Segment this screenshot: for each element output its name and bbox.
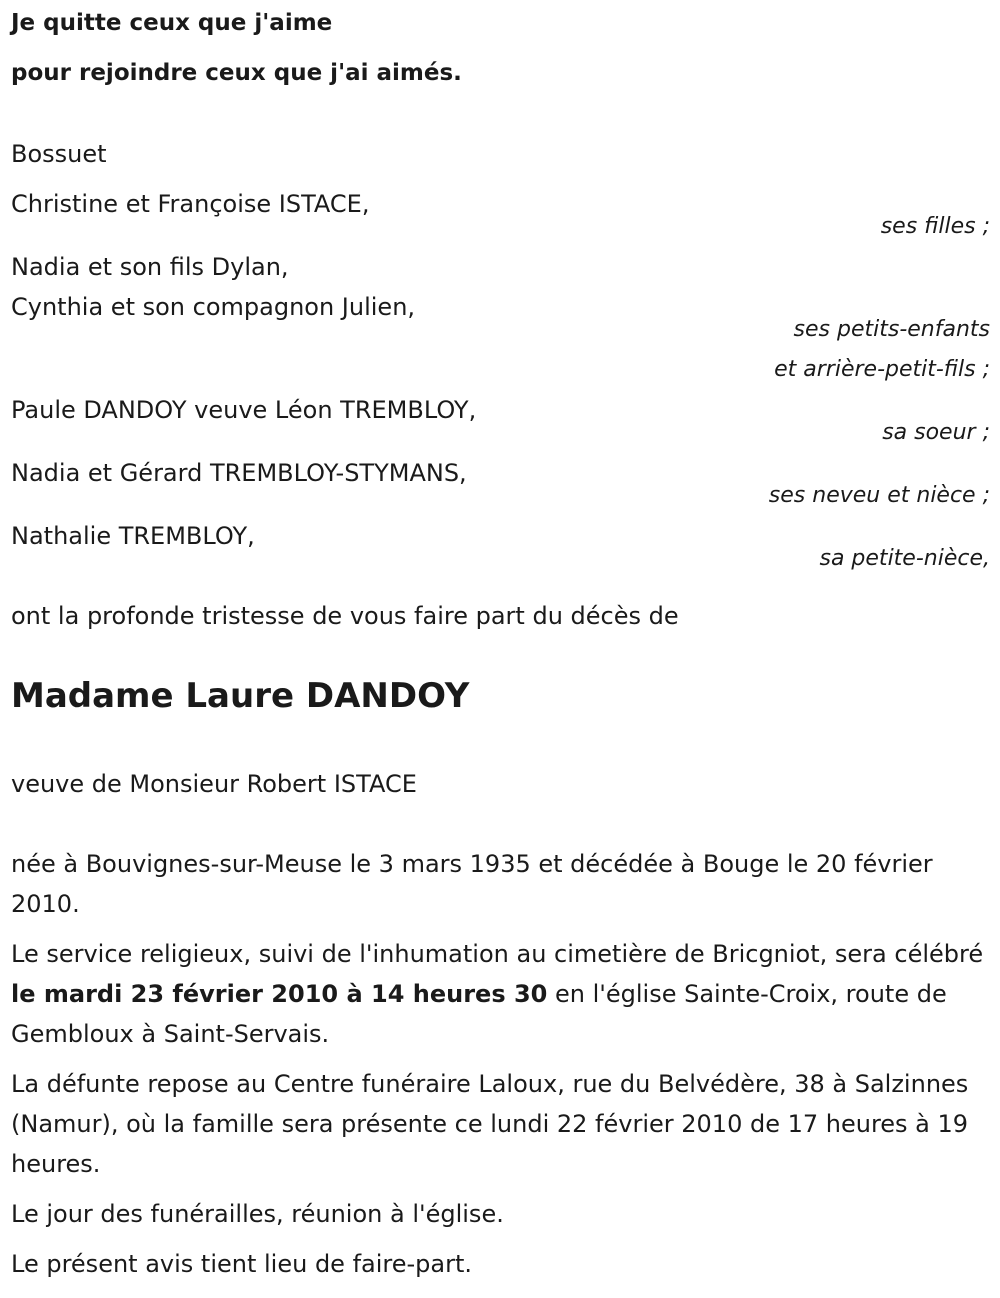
announcement: ont la profonde tristesse de vous faire part du décès de [11,602,679,630]
epigraph-attribution: Bossuet [11,140,107,168]
service-text: en l'église Sainte-Croix, route de Gembloux à Saint-Servais. [11,980,947,1048]
notice: Le présent avis tient lieu de faire-part. [11,1250,473,1278]
repose-info: La défunte repose au Centre funéraire Laloux, rue du Belvédère, 38 à Salzinnes (Namur), où la famille sera présente ce lundi 22 février 2010 de 17 heures à 19 heures. [11,1070,969,1178]
family-relation: et arrière-petit-fils ; [774,357,990,382]
meeting-info: Le jour des funérailles, réunion à l'église. [11,1200,504,1228]
family-relation: ses filles ; [880,214,990,239]
birth-death: née à Bouvignes-sur-Meuse le 3 mars 1935 et décédée à Bouge le 20 février 2010. [11,850,933,918]
family-names: Christine et Françoise ISTACE, [11,190,370,218]
widow-of: veuve de Monsieur Robert ISTACE [11,770,417,798]
epigraph-line-2: pour rejoindre ceux que j'ai aimés. [11,60,462,86]
family-names: Nadia et son fils Dylan, [11,253,289,281]
deceased-name: Madame Laure DANDOY [11,676,470,716]
family-relation: ses petits-enfants [793,317,990,342]
family-names: Nadia et Gérard TREMBLOY-STYMANS, [11,459,467,487]
family-names: Nathalie TREMBLOY, [11,522,255,550]
service-info [11,934,991,1054]
service-text: Le service religieux, suivi de l'inhumation au cimetière de Bricgniot, sera célébré [11,940,984,968]
family-names: Cynthia et son compagnon Julien, [11,293,416,321]
service-date: le mardi 23 février 2010 à 14 heures 30 [11,980,548,1008]
family-names: Paule DANDOY veuve Léon TREMBLOY, [11,396,477,424]
family-relation: ses neveu et nièce ; [768,483,990,508]
family-relation: sa petite-nièce, [819,546,990,571]
family-relation: sa soeur ; [882,420,990,445]
epigraph-line-1: Je quitte ceux que j'aime [11,10,333,36]
